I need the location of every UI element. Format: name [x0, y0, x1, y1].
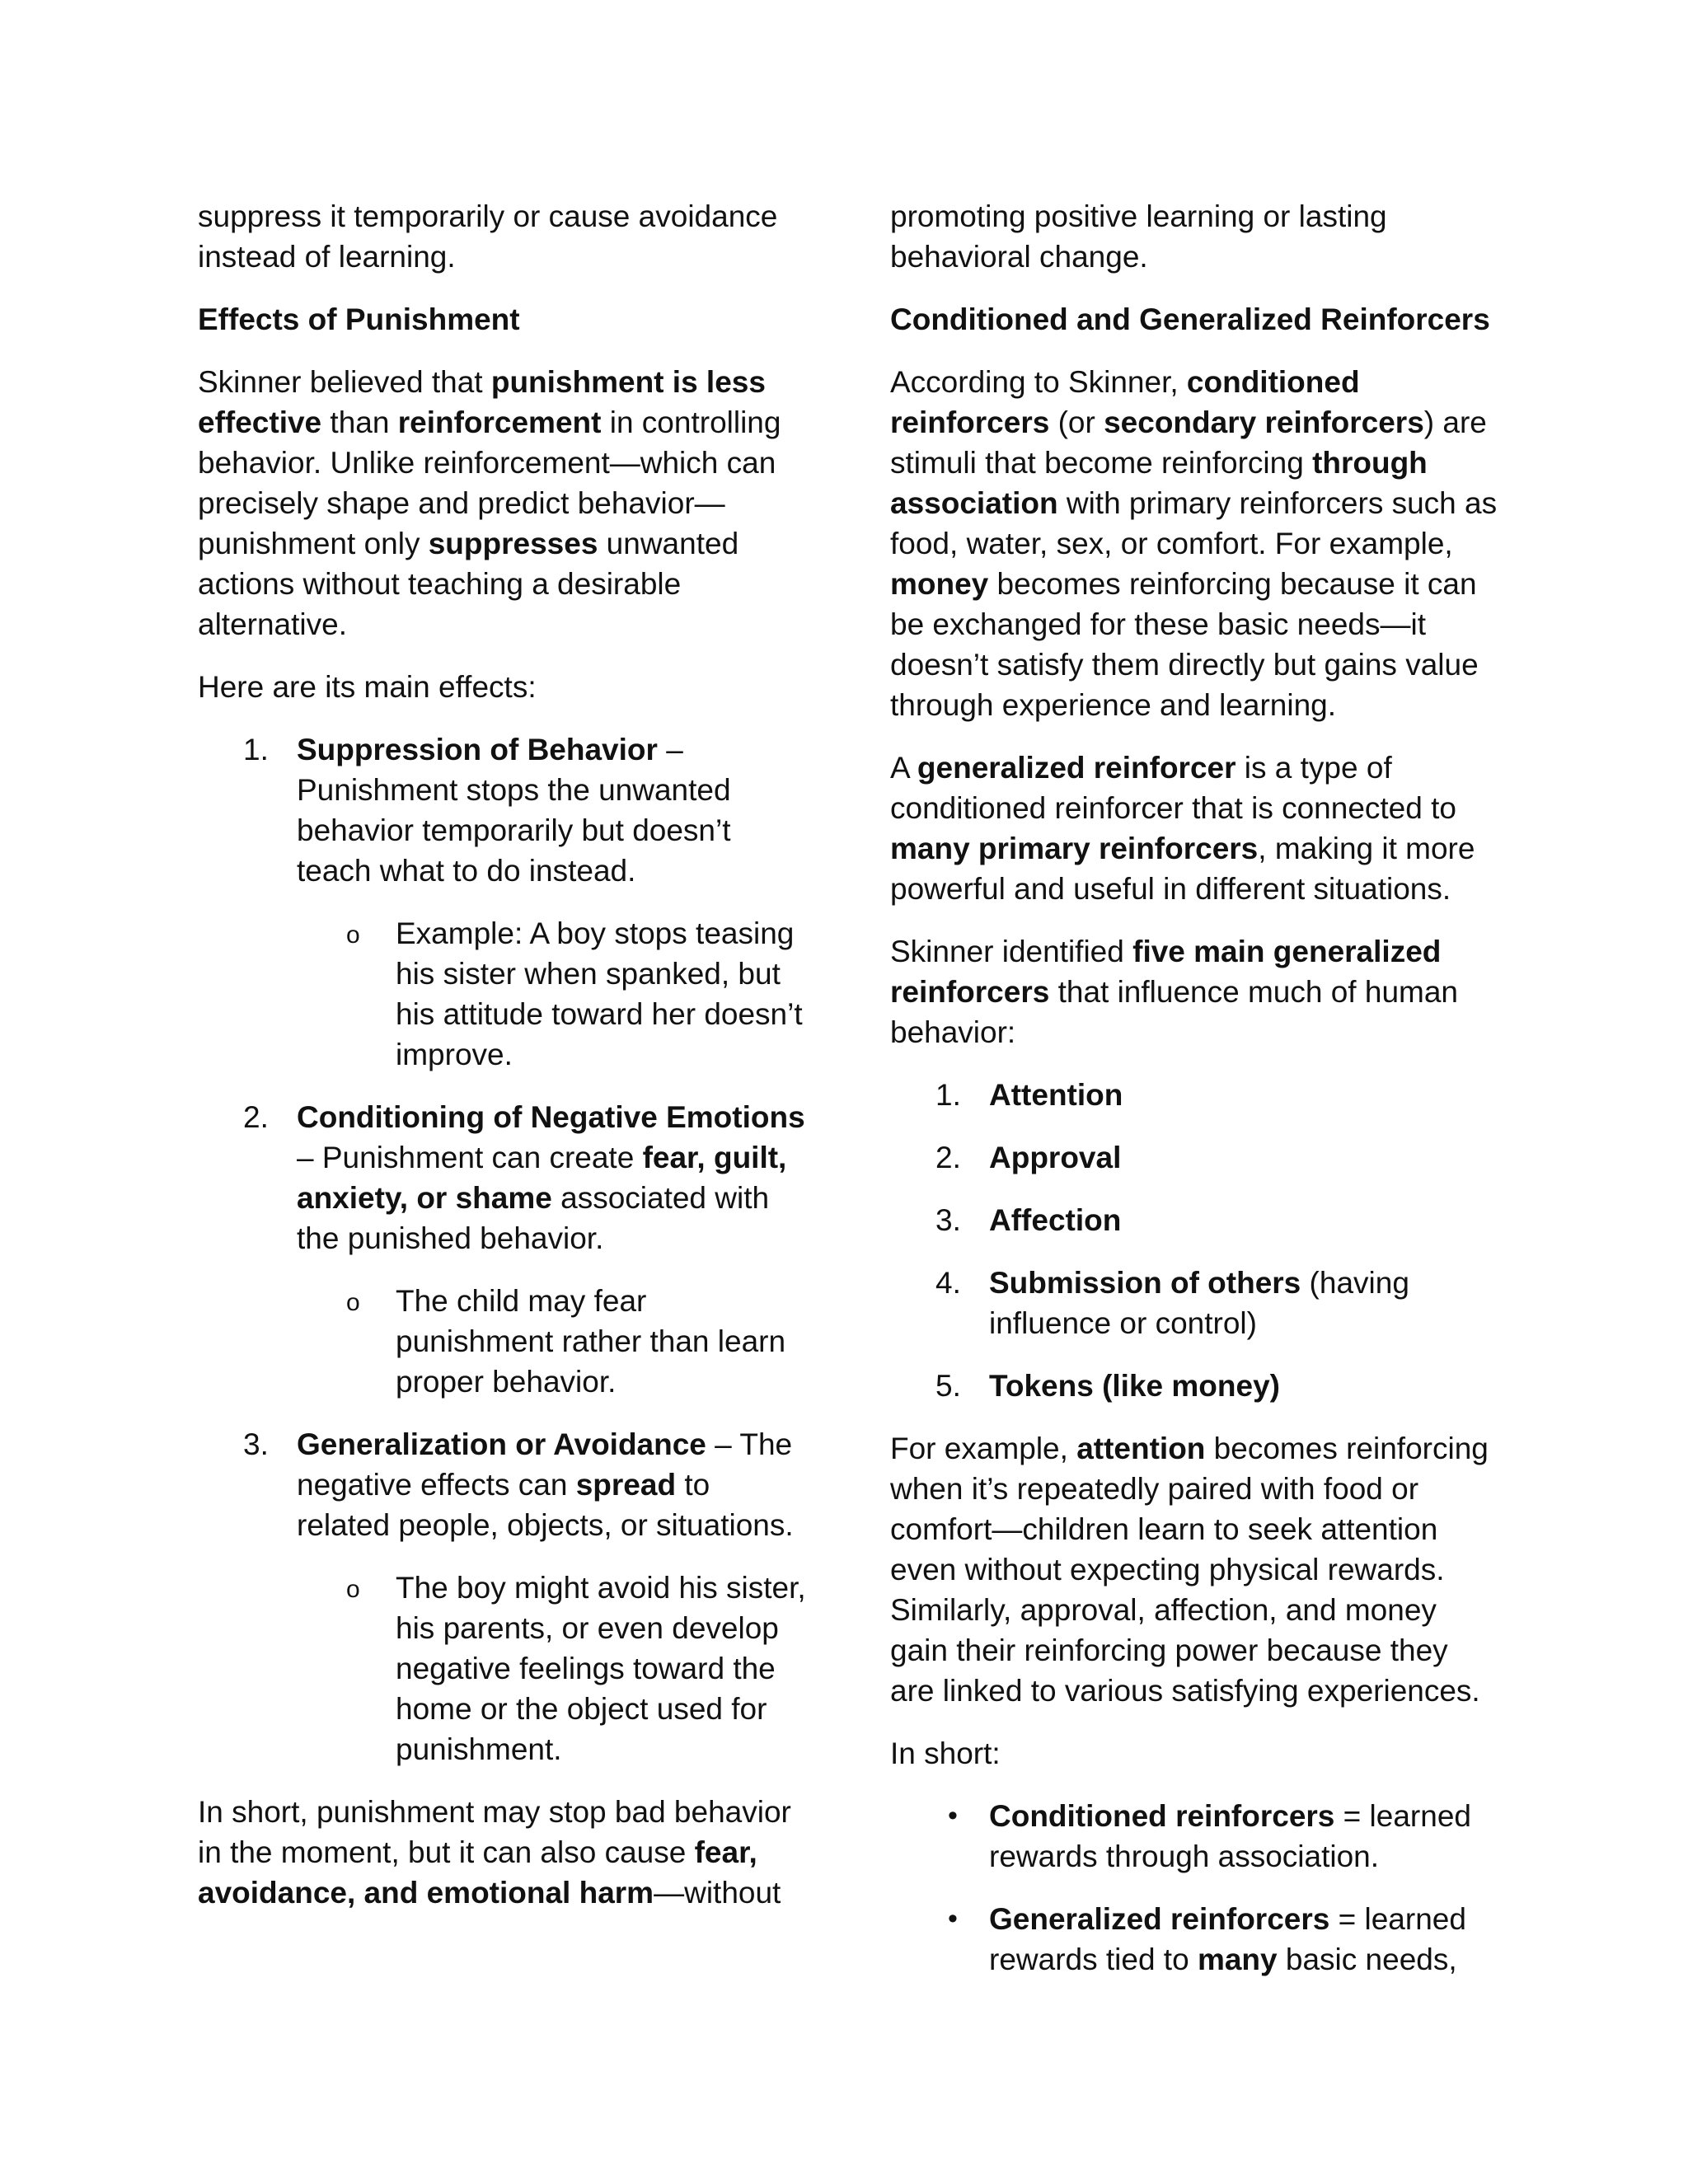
- list-number: 3.: [243, 1427, 269, 1461]
- circle-bullet-icon: o: [346, 1576, 360, 1603]
- effects-list: [198, 729, 808, 1769]
- list-number: 2.: [935, 1141, 961, 1174]
- list-item: 1. Attention: [890, 1075, 1500, 1115]
- sub-list-item: o The boy might avoid his sister, his parents, or even develop negative feelings toward the home or the object used for punishment.: [346, 1571, 806, 1766]
- paragraph: In short, punishment may stop bad behavior in the moment, but it can also cause fear, avoidance, and emotional harm—without: [198, 1795, 791, 1910]
- paragraph: suppress it temporarily or cause avoidance instead of learning.: [198, 199, 778, 274]
- paragraph: For example, attention becomes reinforcing when it’s repeatedly paired with food or comfort—children learn to seek attention even without expecting physical rewards. Similarly, approval, affection, and money gain their reinforcing power because they are linked to various satisfying experiences.: [890, 1432, 1489, 1708]
- section-heading: Conditioned and Generalized Reinforcers: [890, 302, 1490, 336]
- list-item: 4. Submission of others (having influence or control): [890, 1263, 1500, 1343]
- reinforcers-list: [890, 1075, 1500, 1406]
- circle-bullet-icon: o: [346, 1289, 360, 1316]
- paragraph: Here are its main effects:: [198, 670, 537, 704]
- bullet-icon: •: [948, 1800, 958, 1831]
- list-number: 3.: [935, 1203, 961, 1237]
- list-number: 4.: [935, 1266, 961, 1300]
- section-heading: Effects of Punishment: [198, 302, 520, 336]
- left-column: [198, 196, 808, 1935]
- sub-list-item: o Example: A boy stops teasing his sister when spanked, but his attitude toward her doesn’t improve.: [346, 916, 803, 1071]
- paragraph: A generalized reinforcer is a type of conditioned reinforcer that is connected to many primary reinforcers, making it more powerful and useful in different situations.: [890, 751, 1475, 906]
- sub-list-item: o The child may fear punishment rather than learn proper behavior.: [346, 1284, 786, 1399]
- list-item: 2. Approval: [890, 1137, 1500, 1178]
- list-item: 3. Generalization or Avoidance – The negative effects can spread to related people, objects, or situations.: [198, 1424, 808, 1545]
- bullet-item: • Conditioned reinforcers = learned rewards through association.: [890, 1796, 1500, 1877]
- paragraph: Skinner believed that punishment is less effective than reinforcement in controlling behavior. Unlike reinforcement—which can precisely shape and predict behavior—punishment only suppresses unwanted actions without teaching a desirable alternative.: [198, 365, 781, 641]
- summary-list: [890, 1796, 1500, 1980]
- circle-bullet-icon: o: [346, 921, 360, 949]
- bullet-icon: •: [948, 1903, 958, 1934]
- right-column: [890, 196, 1500, 2002]
- paragraph: promoting positive learning or lasting behavioral change.: [890, 199, 1387, 274]
- list-item: 3. Affection: [890, 1200, 1500, 1240]
- paragraph: Skinner identified five main generalized reinforcers that influence much of human behavior:: [890, 935, 1459, 1049]
- list-number: 1.: [935, 1078, 961, 1112]
- list-number: 5.: [935, 1369, 961, 1403]
- list-number: 2.: [243, 1100, 269, 1134]
- paragraph: In short:: [890, 1736, 1001, 1770]
- list-number: 1.: [243, 733, 269, 766]
- paragraph: According to Skinner, conditioned reinforcers (or secondary reinforcers) are stimuli that become reinforcing through association with primary reinforcers such as food, water, sex, or comfort. For example, money becomes reinforcing because it can be exchanged for these basic needs—it doesn’t satisfy them directly but gains value through experience and learning.: [890, 365, 1498, 722]
- list-item: 2. Conditioning of Negative Emotions – Punishment can create fear, guilt, anxiety, or shame associated with the punished behavior.: [198, 1097, 808, 1258]
- list-item: 5. Tokens (like money): [890, 1366, 1500, 1406]
- bullet-item: • Generalized reinforcers = learned rewards tied to many basic needs,: [890, 1899, 1500, 1980]
- list-item: 1. Suppression of Behavior – Punishment stops the unwanted behavior temporarily but doesn’t teach what to do instead.: [198, 729, 808, 891]
